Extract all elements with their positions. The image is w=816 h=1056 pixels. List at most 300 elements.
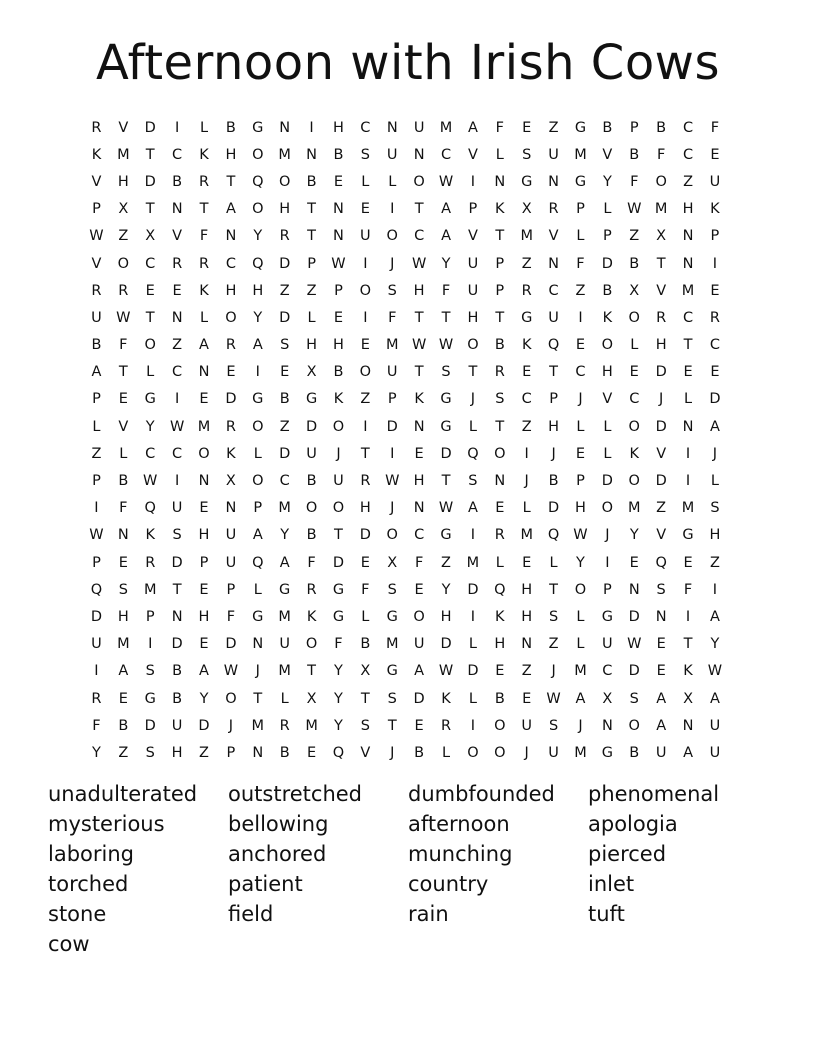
grid-letter[interactable]: N: [386, 119, 398, 136]
grid-letter[interactable]: H: [252, 282, 264, 299]
grid-letter[interactable]: G: [252, 119, 264, 136]
grid-letter[interactable]: U: [386, 364, 398, 381]
grid-letter[interactable]: H: [467, 309, 479, 326]
grid-letter[interactable]: A: [709, 608, 720, 625]
grid-letter[interactable]: Z: [118, 228, 129, 245]
grid-letter[interactable]: U: [521, 717, 532, 734]
grid-letter[interactable]: T: [468, 364, 478, 381]
grid-letter[interactable]: L: [468, 418, 477, 435]
grid-letter[interactable]: F: [630, 173, 639, 190]
grid-letter[interactable]: E: [280, 364, 290, 381]
grid-letter[interactable]: M: [385, 337, 399, 354]
grid-letter[interactable]: U: [548, 744, 559, 761]
grid-letter[interactable]: Y: [441, 255, 451, 272]
grid-letter[interactable]: N: [655, 608, 667, 625]
grid-letter[interactable]: X: [306, 364, 317, 381]
grid-letter[interactable]: Z: [548, 636, 559, 653]
grid-letter[interactable]: Y: [629, 527, 639, 544]
grid-letter[interactable]: W: [627, 201, 642, 218]
grid-letter[interactable]: U: [333, 473, 344, 490]
grid-letter[interactable]: N: [225, 228, 237, 245]
grid-letter[interactable]: W: [331, 255, 346, 272]
grid-letter[interactable]: U: [306, 445, 317, 462]
grid-letter[interactable]: S: [387, 581, 397, 598]
grid-letter[interactable]: O: [252, 473, 264, 490]
grid-letter[interactable]: T: [495, 228, 505, 245]
grid-letter[interactable]: B: [91, 337, 102, 354]
grid-letter[interactable]: X: [145, 228, 156, 245]
grid-letter[interactable]: W: [411, 337, 427, 354]
grid-letter[interactable]: Z: [629, 228, 640, 245]
grid-letter[interactable]: L: [280, 690, 289, 707]
grid-letter[interactable]: K: [521, 337, 532, 354]
grid-letter[interactable]: J: [524, 473, 529, 490]
grid-letter[interactable]: M: [117, 146, 130, 163]
grid-letter[interactable]: C: [145, 445, 156, 462]
grid-letter[interactable]: R: [494, 527, 505, 544]
grid-letter[interactable]: T: [145, 146, 155, 163]
grid-letter[interactable]: X: [306, 690, 317, 707]
grid-letter[interactable]: S: [172, 527, 182, 544]
grid-letter[interactable]: K: [602, 309, 613, 326]
grid-letter[interactable]: D: [386, 418, 398, 435]
grid-letter[interactable]: V: [656, 282, 667, 299]
grid-letter[interactable]: B: [602, 282, 613, 299]
grid-letter[interactable]: D: [144, 173, 156, 190]
grid-letter[interactable]: E: [629, 554, 639, 571]
grid-letter[interactable]: F: [119, 337, 128, 354]
grid-letter[interactable]: D: [655, 418, 667, 435]
grid-letter[interactable]: O: [467, 744, 479, 761]
grid-letter[interactable]: O: [628, 309, 640, 326]
grid-letter[interactable]: H: [333, 119, 344, 136]
grid-letter[interactable]: T: [414, 201, 424, 218]
grid-letter[interactable]: J: [659, 391, 664, 408]
grid-letter[interactable]: G: [440, 418, 452, 435]
grid-letter[interactable]: O: [628, 473, 640, 490]
grid-letter[interactable]: D: [601, 255, 613, 272]
grid-letter[interactable]: U: [279, 636, 290, 653]
grid-letter[interactable]: G: [279, 581, 291, 598]
grid-letter[interactable]: Y: [253, 309, 263, 326]
grid-letter[interactable]: V: [91, 255, 102, 272]
grid-letter[interactable]: Q: [252, 173, 264, 190]
grid-letter[interactable]: W: [223, 663, 239, 680]
grid-letter[interactable]: P: [145, 608, 155, 625]
grid-letter[interactable]: Q: [90, 581, 103, 598]
grid-letter[interactable]: R: [198, 255, 210, 272]
grid-letter[interactable]: H: [225, 146, 237, 163]
letter-grid[interactable]: [83, 114, 743, 767]
grid-letter[interactable]: O: [494, 717, 506, 734]
grid-letter[interactable]: O: [305, 636, 318, 653]
grid-letter[interactable]: G: [601, 744, 613, 761]
grid-letter[interactable]: V: [656, 445, 667, 462]
grid-letter[interactable]: I: [605, 554, 610, 571]
grid-letter[interactable]: G: [521, 309, 533, 326]
grid-letter[interactable]: M: [681, 500, 695, 517]
grid-letter[interactable]: R: [225, 337, 236, 354]
grid-letter[interactable]: B: [494, 337, 505, 354]
grid-letter[interactable]: N: [601, 717, 613, 734]
grid-letter[interactable]: G: [144, 690, 156, 707]
grid-letter[interactable]: U: [413, 636, 425, 653]
grid-letter[interactable]: E: [199, 500, 209, 517]
grid-letter[interactable]: F: [199, 228, 209, 245]
grid-letter[interactable]: B: [306, 173, 317, 190]
grid-letter[interactable]: J: [470, 391, 476, 408]
grid-letter[interactable]: N: [171, 309, 183, 326]
grid-letter[interactable]: E: [172, 282, 182, 299]
grid-letter[interactable]: B: [656, 119, 667, 136]
grid-letter[interactable]: G: [521, 173, 533, 190]
grid-letter[interactable]: W: [89, 228, 104, 245]
grid-letter[interactable]: I: [524, 445, 529, 462]
grid-letter[interactable]: S: [468, 473, 478, 490]
grid-letter[interactable]: H: [413, 473, 425, 490]
grid-letter[interactable]: A: [575, 690, 586, 707]
grid-letter[interactable]: H: [601, 364, 613, 381]
grid-letter[interactable]: E: [199, 636, 209, 653]
grid-letter[interactable]: Z: [709, 554, 720, 571]
grid-letter[interactable]: M: [278, 608, 291, 625]
grid-letter[interactable]: E: [145, 282, 155, 299]
grid-letter[interactable]: B: [494, 690, 505, 707]
grid-letter[interactable]: U: [655, 744, 667, 761]
grid-letter[interactable]: F: [656, 146, 666, 163]
grid-letter[interactable]: U: [602, 636, 613, 653]
grid-letter[interactable]: N: [682, 255, 694, 272]
grid-letter[interactable]: R: [494, 364, 505, 381]
grid-letter[interactable]: H: [171, 744, 183, 761]
grid-letter[interactable]: O: [628, 717, 640, 734]
grid-letter[interactable]: Q: [144, 500, 156, 517]
grid-letter[interactable]: L: [710, 473, 719, 490]
grid-letter[interactable]: N: [333, 228, 344, 245]
grid-letter[interactable]: X: [225, 473, 236, 490]
grid-letter[interactable]: C: [279, 473, 290, 490]
grid-letter[interactable]: Z: [172, 337, 183, 354]
grid-letter[interactable]: W: [438, 337, 454, 354]
grid-letter[interactable]: N: [225, 500, 237, 517]
grid-letter[interactable]: J: [336, 445, 341, 462]
grid-letter[interactable]: L: [549, 554, 558, 571]
grid-letter[interactable]: K: [495, 201, 505, 218]
grid-letter[interactable]: K: [306, 608, 317, 625]
grid-letter[interactable]: D: [440, 445, 452, 462]
grid-letter[interactable]: M: [278, 500, 291, 517]
grid-letter[interactable]: M: [197, 418, 211, 435]
grid-letter[interactable]: E: [710, 146, 720, 163]
grid-letter[interactable]: N: [682, 418, 694, 435]
grid-letter[interactable]: E: [495, 663, 505, 680]
grid-letter[interactable]: Z: [279, 418, 290, 435]
grid-letter[interactable]: U: [91, 309, 102, 326]
grid-letter[interactable]: A: [225, 201, 236, 218]
grid-letter[interactable]: L: [576, 636, 585, 653]
grid-letter[interactable]: L: [146, 364, 155, 381]
grid-letter[interactable]: H: [440, 608, 452, 625]
grid-letter[interactable]: B: [333, 364, 344, 381]
grid-letter[interactable]: U: [709, 744, 721, 761]
grid-letter[interactable]: Y: [334, 717, 343, 734]
grid-letter[interactable]: A: [441, 228, 451, 245]
grid-letter[interactable]: T: [226, 173, 236, 190]
grid-letter[interactable]: O: [117, 255, 130, 272]
grid-letter[interactable]: T: [549, 364, 559, 381]
grid-letter[interactable]: S: [387, 282, 397, 299]
grid-letter[interactable]: B: [414, 744, 425, 761]
grid-letter[interactable]: A: [656, 690, 667, 707]
grid-letter[interactable]: G: [386, 663, 398, 680]
grid-letter[interactable]: P: [92, 554, 101, 571]
grid-letter[interactable]: H: [548, 418, 560, 435]
grid-letter[interactable]: C: [682, 309, 694, 326]
grid-letter[interactable]: G: [305, 391, 318, 408]
grid-letter[interactable]: Q: [494, 581, 506, 598]
grid-letter[interactable]: E: [414, 581, 424, 598]
grid-letter[interactable]: C: [414, 228, 425, 245]
grid-letter[interactable]: M: [520, 228, 533, 245]
grid-letter[interactable]: F: [361, 581, 370, 598]
grid-letter[interactable]: M: [278, 146, 291, 163]
grid-letter[interactable]: H: [413, 282, 425, 299]
grid-letter[interactable]: S: [118, 581, 128, 598]
grid-letter[interactable]: P: [253, 500, 263, 517]
grid-letter[interactable]: X: [683, 690, 693, 707]
grid-letter[interactable]: O: [225, 690, 237, 707]
grid-letter[interactable]: E: [656, 636, 666, 653]
grid-letter[interactable]: G: [252, 391, 264, 408]
grid-letter[interactable]: T: [495, 418, 505, 435]
grid-letter[interactable]: O: [359, 282, 372, 299]
grid-letter[interactable]: P: [307, 255, 316, 272]
grid-letter[interactable]: D: [279, 309, 291, 326]
grid-letter[interactable]: Z: [441, 554, 451, 571]
grid-letter[interactable]: N: [413, 146, 425, 163]
grid-letter[interactable]: Y: [92, 744, 101, 761]
grid-letter[interactable]: L: [307, 309, 316, 326]
grid-letter[interactable]: Y: [710, 636, 720, 653]
grid-letter[interactable]: I: [470, 717, 476, 734]
grid-letter[interactable]: U: [709, 173, 721, 190]
grid-letter[interactable]: M: [305, 717, 318, 734]
grid-letter[interactable]: C: [414, 527, 425, 544]
grid-letter[interactable]: X: [656, 228, 667, 245]
grid-letter[interactable]: L: [576, 228, 585, 245]
grid-letter[interactable]: P: [602, 228, 612, 245]
grid-letter[interactable]: Z: [279, 282, 290, 299]
grid-letter[interactable]: U: [548, 146, 559, 163]
grid-letter[interactable]: Y: [602, 173, 612, 190]
grid-letter[interactable]: C: [172, 146, 183, 163]
grid-letter[interactable]: B: [548, 473, 559, 490]
grid-letter[interactable]: M: [251, 717, 265, 734]
grid-letter[interactable]: E: [522, 690, 532, 707]
grid-letter[interactable]: B: [118, 717, 129, 734]
grid-letter[interactable]: L: [361, 608, 370, 625]
grid-letter[interactable]: M: [574, 744, 587, 761]
grid-letter[interactable]: N: [252, 636, 264, 653]
grid-letter[interactable]: P: [468, 201, 478, 218]
grid-letter[interactable]: L: [388, 173, 397, 190]
grid-letter[interactable]: C: [172, 445, 183, 462]
grid-letter[interactable]: Y: [441, 581, 451, 598]
grid-letter[interactable]: F: [119, 500, 128, 517]
grid-letter[interactable]: E: [629, 364, 639, 381]
grid-letter[interactable]: B: [225, 119, 236, 136]
grid-letter[interactable]: Y: [280, 527, 290, 544]
grid-letter[interactable]: W: [707, 663, 723, 680]
grid-letter[interactable]: F: [441, 282, 451, 299]
grid-letter[interactable]: I: [390, 445, 395, 462]
grid-letter[interactable]: T: [495, 309, 505, 326]
grid-letter[interactable]: J: [605, 527, 610, 544]
grid-letter[interactable]: R: [279, 717, 290, 734]
grid-letter[interactable]: T: [145, 201, 155, 218]
grid-letter[interactable]: I: [470, 527, 476, 544]
grid-letter[interactable]: O: [601, 500, 614, 517]
grid-letter[interactable]: H: [198, 608, 210, 625]
grid-letter[interactable]: L: [603, 201, 612, 218]
grid-letter[interactable]: O: [467, 337, 479, 354]
grid-letter[interactable]: C: [172, 364, 183, 381]
grid-letter[interactable]: A: [199, 337, 209, 354]
grid-letter[interactable]: V: [118, 119, 129, 136]
grid-letter[interactable]: K: [441, 690, 451, 707]
grid-letter[interactable]: U: [171, 717, 183, 734]
grid-letter[interactable]: B: [172, 690, 183, 707]
grid-letter[interactable]: P: [549, 391, 558, 408]
grid-letter[interactable]: I: [363, 309, 368, 326]
grid-letter[interactable]: R: [198, 173, 210, 190]
grid-letter[interactable]: N: [198, 364, 210, 381]
grid-letter[interactable]: C: [225, 255, 236, 272]
grid-letter[interactable]: P: [629, 119, 639, 136]
grid-letter[interactable]: E: [360, 337, 370, 354]
grid-letter[interactable]: I: [94, 500, 99, 517]
grid-letter[interactable]: N: [548, 173, 560, 190]
grid-letter[interactable]: W: [627, 636, 642, 653]
grid-letter[interactable]: B: [333, 146, 344, 163]
grid-letter[interactable]: A: [467, 500, 478, 517]
grid-letter[interactable]: C: [440, 146, 452, 163]
grid-letter[interactable]: M: [654, 201, 668, 218]
grid-letter[interactable]: A: [467, 119, 478, 136]
grid-letter[interactable]: X: [118, 201, 129, 218]
grid-letter[interactable]: J: [390, 500, 395, 517]
grid-letter[interactable]: V: [360, 744, 371, 761]
grid-letter[interactable]: I: [94, 663, 99, 680]
grid-letter[interactable]: S: [441, 364, 451, 381]
grid-letter[interactable]: X: [602, 690, 613, 707]
grid-letter[interactable]: Z: [656, 500, 667, 517]
grid-letter[interactable]: Q: [655, 554, 667, 571]
grid-letter[interactable]: O: [198, 445, 210, 462]
grid-letter[interactable]: U: [225, 554, 237, 571]
grid-letter[interactable]: B: [279, 391, 290, 408]
grid-letter[interactable]: Z: [521, 255, 532, 272]
grid-letter[interactable]: R: [548, 201, 559, 218]
grid-letter[interactable]: K: [414, 391, 424, 408]
grid-letter[interactable]: S: [145, 744, 155, 761]
grid-letter[interactable]: E: [414, 445, 424, 462]
grid-letter[interactable]: A: [199, 663, 209, 680]
grid-letter[interactable]: T: [387, 717, 397, 734]
grid-letter[interactable]: D: [709, 391, 721, 408]
grid-letter[interactable]: D: [90, 608, 103, 625]
grid-letter[interactable]: I: [148, 636, 153, 653]
grid-letter[interactable]: W: [573, 527, 588, 544]
grid-letter[interactable]: E: [414, 717, 424, 734]
grid-letter[interactable]: B: [629, 255, 640, 272]
grid-letter[interactable]: T: [683, 636, 693, 653]
grid-letter[interactable]: C: [145, 255, 156, 272]
grid-letter[interactable]: L: [468, 636, 477, 653]
grid-letter[interactable]: T: [307, 201, 316, 218]
grid-letter[interactable]: V: [467, 228, 478, 245]
grid-letter[interactable]: V: [118, 418, 129, 435]
grid-letter[interactable]: Y: [145, 418, 155, 435]
grid-letter[interactable]: K: [710, 201, 720, 218]
grid-letter[interactable]: H: [333, 337, 344, 354]
grid-letter[interactable]: I: [390, 201, 395, 218]
grid-letter[interactable]: L: [603, 418, 612, 435]
grid-letter[interactable]: Q: [547, 527, 560, 544]
grid-letter[interactable]: S: [387, 690, 397, 707]
grid-letter[interactable]: H: [117, 608, 129, 625]
grid-letter[interactable]: P: [576, 473, 585, 490]
grid-letter[interactable]: Z: [521, 418, 532, 435]
grid-letter[interactable]: H: [225, 282, 237, 299]
grid-letter[interactable]: L: [495, 554, 504, 571]
grid-letter[interactable]: M: [520, 527, 533, 544]
grid-letter[interactable]: R: [225, 418, 236, 435]
grid-letter[interactable]: T: [307, 663, 316, 680]
grid-letter[interactable]: S: [495, 391, 505, 408]
grid-letter[interactable]: E: [360, 201, 370, 218]
grid-letter[interactable]: H: [575, 500, 586, 517]
grid-letter[interactable]: D: [548, 500, 560, 517]
grid-letter[interactable]: H: [359, 500, 371, 517]
grid-letter[interactable]: P: [495, 255, 505, 272]
grid-letter[interactable]: E: [360, 554, 370, 571]
grid-letter[interactable]: T: [360, 690, 370, 707]
grid-letter[interactable]: E: [575, 337, 586, 354]
grid-letter[interactable]: C: [682, 119, 694, 136]
grid-letter[interactable]: N: [548, 255, 560, 272]
grid-letter[interactable]: O: [494, 445, 506, 462]
grid-letter[interactable]: U: [171, 500, 183, 517]
grid-letter[interactable]: T: [360, 445, 370, 462]
grid-letter[interactable]: D: [628, 663, 640, 680]
grid-letter[interactable]: H: [494, 636, 506, 653]
grid-letter[interactable]: I: [255, 364, 260, 381]
grid-letter[interactable]: S: [522, 146, 532, 163]
grid-letter[interactable]: R: [91, 282, 102, 299]
grid-letter[interactable]: D: [144, 119, 156, 136]
grid-letter[interactable]: L: [576, 608, 585, 625]
grid-letter[interactable]: G: [440, 391, 452, 408]
grid-letter[interactable]: P: [710, 228, 720, 245]
grid-letter[interactable]: G: [682, 527, 694, 544]
grid-letter[interactable]: Z: [575, 282, 586, 299]
grid-letter[interactable]: P: [226, 581, 236, 598]
grid-letter[interactable]: R: [440, 717, 452, 734]
grid-letter[interactable]: L: [253, 581, 262, 598]
grid-letter[interactable]: V: [172, 228, 183, 245]
grid-letter[interactable]: N: [521, 636, 533, 653]
